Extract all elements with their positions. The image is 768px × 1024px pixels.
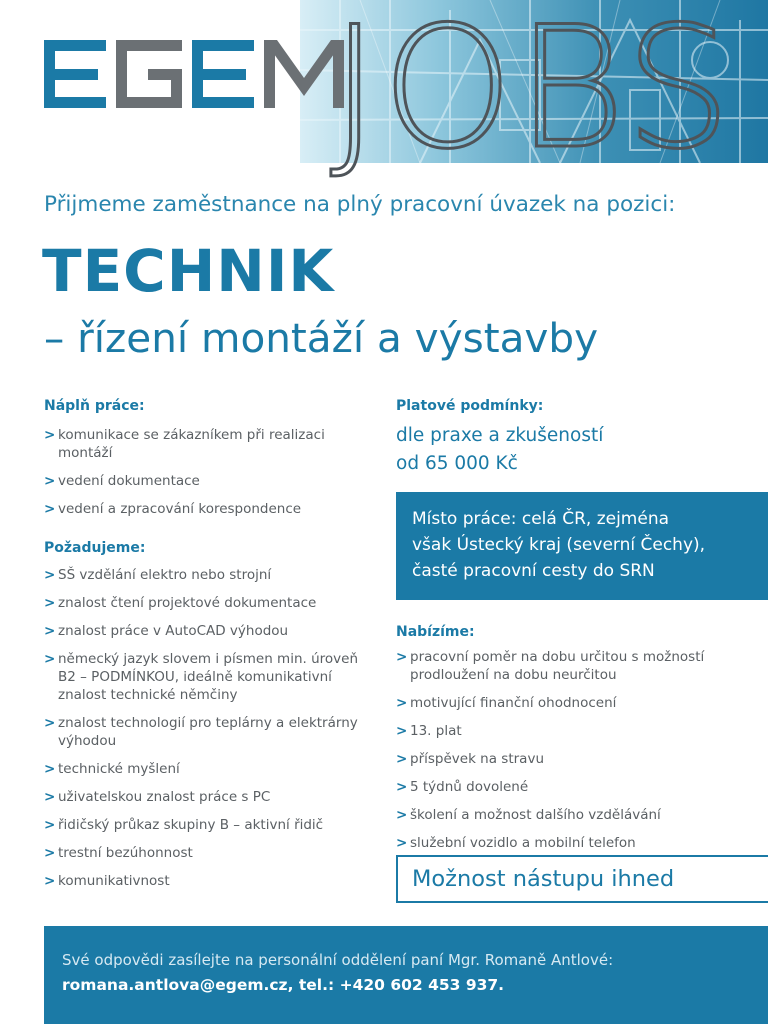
napln-heading: Náplň práce: (44, 398, 145, 414)
chevron-right-icon: > (44, 567, 56, 583)
chevron-right-icon: > (44, 501, 56, 517)
intro-text: Přijmeme zaměstnance na plný pracovní úvazek na pozici: (44, 192, 676, 217)
list-item: > komunikativnost (44, 873, 170, 889)
chevron-right-icon: > (396, 751, 408, 767)
list-item: > 5 týdnů dovolené (396, 779, 529, 795)
list-item: > příspěvek na stravu (396, 751, 544, 767)
list-item: > znalost práce v AutoCAD výhodou (44, 623, 289, 639)
workplace-line: však Ústecký kraj (severní Čechy), (412, 535, 706, 555)
jobs-word: JOBS (330, 0, 734, 186)
chevron-right-icon: > (44, 789, 56, 805)
chevron-right-icon: > (44, 427, 56, 443)
list-item: > řidičský průkaz skupiny B – aktivní řidič (44, 817, 324, 833)
pozadujeme-heading: Požadujeme: (44, 540, 146, 556)
chevron-right-icon: > (44, 715, 56, 731)
list-item: > technické myšlení (44, 761, 180, 777)
chevron-right-icon: > (44, 873, 56, 889)
list-item: > 13. plat (396, 723, 462, 739)
list-item: > komunikace se zákazníkem při realizaci montáží (44, 427, 325, 461)
list-item: > vedení a zpracování korespondence (44, 501, 302, 517)
contact-footer (44, 926, 768, 1024)
list-item: > školení a možnost dalšího vzdělávání (396, 807, 661, 823)
list-item: > znalost technologií pro teplárny a elektrárny výhodou (44, 715, 358, 749)
napln-list (44, 426, 374, 528)
job-title: TECHNIK (42, 237, 335, 305)
chevron-right-icon: > (44, 761, 56, 777)
workplace-line: časté pracovní cesty do SRN (412, 561, 655, 581)
chevron-right-icon: > (396, 723, 408, 739)
egem-logo (44, 40, 344, 110)
list-item: > trestní bezúhonnost (44, 845, 193, 861)
start-immediately-box: Možnost nástupu ihned (396, 855, 768, 903)
chevron-right-icon: > (44, 845, 56, 861)
chevron-right-icon: > (44, 817, 56, 833)
list-item: > vedení dokumentace (44, 473, 200, 489)
list-item: > uživatelskou znalost práce s PC (44, 789, 271, 805)
platove-heading: Platové podmínky: (396, 398, 544, 414)
chevron-right-icon: > (396, 807, 408, 823)
job-subtitle: – řízení montáží a výstavby (44, 314, 599, 362)
list-item: > pracovní poměr na dobu určitou s možností prodloužení na dobu neurčitou (396, 649, 705, 683)
chevron-right-icon: > (396, 779, 408, 795)
list-item: > služební vozidlo a mobilní telefon (396, 835, 636, 851)
chevron-right-icon: > (396, 695, 408, 711)
workplace-box (396, 492, 768, 600)
contact-instruction: Své odpovědi zasílejte na personální oddělení paní Mgr. Romaně Antlové: (62, 951, 614, 969)
list-item: > znalost čtení projektové dokumentace (44, 595, 317, 611)
salary-info (396, 422, 603, 478)
chevron-right-icon: > (44, 651, 56, 667)
list-item: > německý jazyk slovem i písmen min. úroveň B2 – PODMÍNKOU, ideálně komunikativní znalost technické němčiny (44, 651, 359, 703)
list-item: > motivující finanční ohodnocení (396, 695, 617, 711)
nabizime-heading: Nabízíme: (396, 624, 475, 640)
pozadujeme-list (44, 566, 374, 900)
chevron-right-icon: > (396, 649, 408, 665)
nabizime-list (396, 648, 748, 862)
salary-line: dle praxe a zkušeností (396, 425, 604, 446)
contact-details[interactable]: romana.antlova@egem.cz, tel.: +420 602 453 937. (62, 976, 505, 994)
workplace-line: Místo práce: celá ČR, zejména (412, 509, 670, 529)
chevron-right-icon: > (44, 623, 56, 639)
chevron-right-icon: > (396, 835, 408, 851)
chevron-right-icon: > (44, 473, 56, 489)
chevron-right-icon: > (44, 595, 56, 611)
list-item: > SŠ vzdělání elektro nebo strojní (44, 567, 272, 583)
salary-amount: od 65 000 Kč (396, 453, 518, 474)
